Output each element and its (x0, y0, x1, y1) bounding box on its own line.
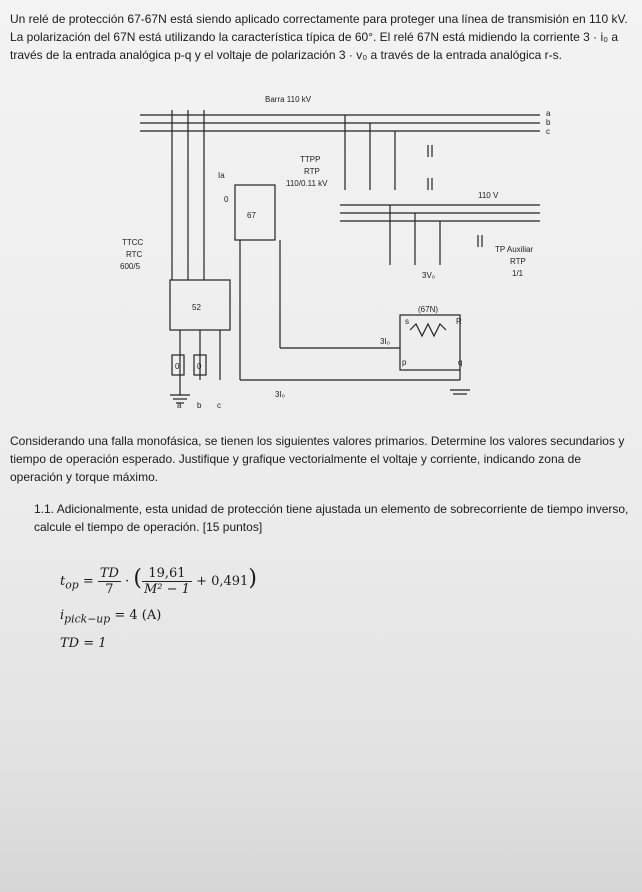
phase-b-label: b (546, 118, 551, 127)
bottom-b-label: b (197, 401, 202, 410)
td-numerator: TD (99, 566, 119, 581)
phase-a-label: a (546, 109, 551, 118)
bus-title: Barra 110 kV (265, 95, 312, 104)
main-numerator: 19,61 (142, 566, 192, 582)
v0-label: 3V₀ (422, 271, 436, 280)
formula-lhs: t (60, 574, 66, 589)
ttcc-label: TTCC (122, 238, 144, 247)
pickup-value: = 4 (A) (114, 608, 162, 623)
rtp-label: RTP (304, 167, 320, 176)
close-paren: ) (248, 566, 257, 591)
q-label: q (458, 358, 463, 367)
phase-c-label: c (546, 127, 550, 136)
pickup-line (60, 608, 161, 626)
ia-label: Ia (218, 171, 225, 180)
formula-dot: · (125, 574, 130, 589)
subquestion-text: Adicionalmente, esta unidad de protección tiene ajustada un elemento de sobrecorriente de tiempo inverso, calcule el tiempo de operación. [15 puntos] (34, 502, 629, 534)
subquestion-number: 1.1. (34, 502, 55, 516)
p-label: p (402, 358, 407, 367)
main-denominator: M² − 1 (143, 582, 190, 597)
o2-label: 0 (197, 362, 202, 371)
rtp-ratio-label: 110/0.11 kV (286, 179, 328, 188)
relay-67n-label: (67N) (418, 305, 439, 314)
intro-paragraph: Un relé de protección 67-67N está siendo aplicado correctamente para proteger una línea de transmisión en 110 kV. La polarización del 67N está utilizando la característica típica de 60°. El relé 67N está midiendo la corriente 3 · i₀ a través de la entrada analógica p-q y el voltaje de polarización 3 · v₀ a través de la entrada analógica r-s. (10, 12, 628, 62)
pickup-symbol: i (60, 608, 65, 623)
bottom-a-label: a (177, 401, 182, 410)
r-label: R (456, 317, 462, 326)
relay-67-label: 67 (247, 211, 256, 220)
tp-aux-label: TP Auxiliar (495, 245, 534, 254)
td-line: TD = 1 (60, 636, 107, 651)
td-over-seven (98, 566, 121, 597)
main-fraction (142, 566, 192, 597)
tp-rtp-label: RTP (510, 257, 526, 266)
top-formula (60, 566, 257, 597)
subquestion (34, 500, 634, 536)
o1-label: 0 (175, 362, 180, 371)
zero-label: 0 (224, 195, 229, 204)
formula-lhs-sub: op (65, 578, 79, 592)
s-label: s (405, 317, 409, 326)
seven-denominator: 7 (105, 582, 114, 597)
pickup-sub: pick−up (64, 612, 111, 626)
breaker-52-label: 52 (192, 303, 201, 312)
rtc-label: RTC (126, 250, 143, 259)
ttpp-label: TTPP (300, 155, 321, 164)
i0-bottom-label: 3I₀ (275, 390, 285, 399)
bottom-c-label: c (217, 401, 221, 410)
open-paren: ( (133, 566, 142, 591)
v110-label: 110 V (478, 191, 499, 200)
tp-ratio-label: 1/1 (512, 269, 524, 278)
question-paragraph: Considerando una falla monofásica, se tienen los siguientes valores primarios. Determine los valores secundarios y tiempo de operación esperado. Justifique y grafique vectorialmente el voltaje y corriente, indicando zona de operación y torque máximo. (10, 434, 625, 484)
i0-label: 3I₀ (380, 337, 390, 346)
rtc-ratio-label: 600/5 (120, 262, 141, 271)
formula-eq: = (82, 574, 94, 589)
formula-plus: + 0,491 (196, 574, 249, 589)
circuit-diagram (100, 90, 630, 420)
